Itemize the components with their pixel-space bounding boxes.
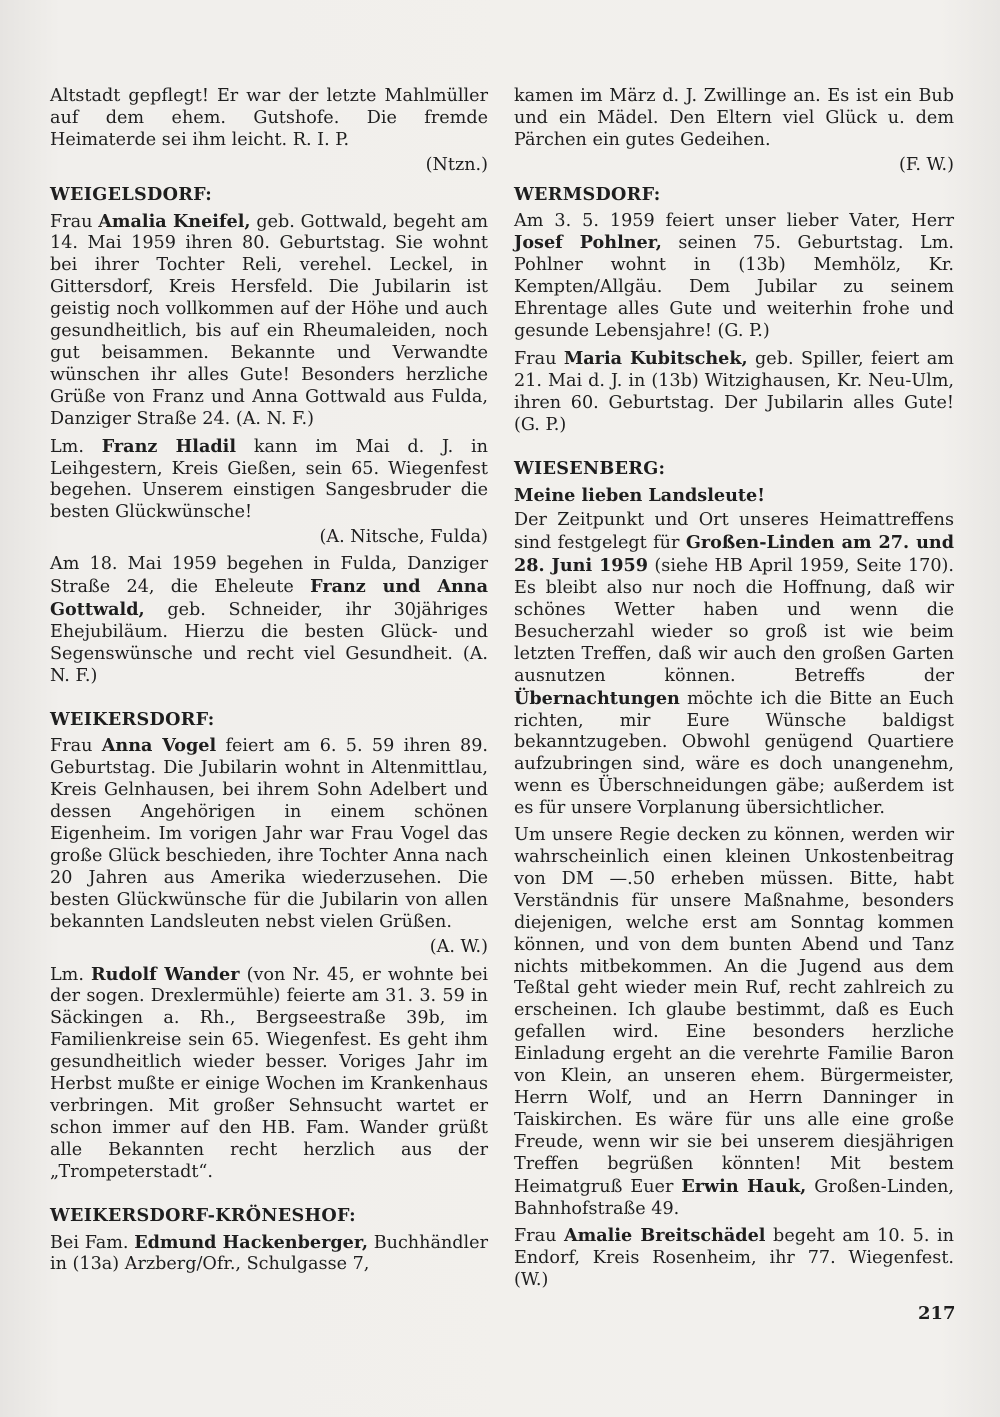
paragraph: Bei Fam. Edmund Hackenberger, Buchhändler in (13a) Arzberg/Ofr., Schulgasse 7, xyxy=(50,1231,489,1275)
paragraph: Der Zeitpunkt und Ort unseres Heimattreffens sind festgelegt für Großen-Linden am 27. und 28. Juni 1959 (siehe HB April 1959, Seite 170). Es bleibt also nur noch die Hoffnung, daß wir schönes Wetter haben und wenn die Besucherzahl wieder so groß ist wie beim letzten Treffen, daß wir auch den großen Garten ausnutzen können. Betreffs der Übernachtungen möchte ich die Bitte an Euch richten, mir Eure Wünsche baldigst bekanntzugeben. Obwohl genügend Quartiere aufzubringen sind, wäre es doch unangenehm, wenn es Überschneidungen gäbe; außerdem ist es für unsere Vorplanung übersichtlicher. xyxy=(514,510,954,819)
paragraph: Frau Amalia Kneifel, geb. Gottwald, begeht am 14. Mai 1959 ihren 80. Geburtstag. Sie wohnt bei ihrer Tochter Reli, verehel. Leckel, in Gittersdorf, Kreis Hersfeld. Die Jubilarin ist geistig noch vollkommen auf der Höhe und auch gesundheitlich, bis auf ein Rheumaleiden, noch gut beisammen. Bekannte und Verwandte wünschen ihr alles Gute! Besonders herzliche Grüße von Franz und Anna Gottwald aus Fulda, Danziger Straße 24. (A. N. F.) xyxy=(50,210,489,429)
signature: (F. W.) xyxy=(899,154,954,175)
paragraph: Am 18. Mai 1959 begehen in Fulda, Danziger Straße 24, die Eheleute Franz und Anna Gottwald, geb. Schneider, ihr 30jähriges Ehejubiläum. Hierzu die besten Glück- und Segenswünsche und recht viel Gesundheit. (A. N. F.) xyxy=(50,554,488,686)
paragraph: Altstadt gepflegt! Er war der letzte Mahlmüller auf dem ehem. Gutshofe. Die fremde Heimaterde sei ihm leicht. R. I. P. xyxy=(50,86,488,150)
signature: (A. W.) xyxy=(429,936,488,957)
paragraph: Um unsere Regie decken zu können, werden wir wahrscheinlich einen kleinen Unkostenbeitrag von DM —.50 erheben müssen. Bitte, habt Verständnis für unsere Maßnahme, besonders diejenigen, welche erst am Sonntag kommen können, und von dem bunten Abend und Tanz nichts mitbekommen. An die Jugend aus dem Teßtal geht wieder mein Ruf, recht zahlreich zu erscheinen. Ich glaube bestimmt, daß es Euch gefallen wird. Eine besonders herzliche Einladung ergeht an die verehrte Familie Baron von Klein, an unseren ehem. Bürgermeister, Herrn Wolf, und an Herrn Danninger in Taiskirchen. Es wäre für uns alle eine große Freude, wenn wir sie bei unserem diesjährigen Treffen begrüßen könnten! Mit bestem Heimatgruß Euer Erwin Hauk, Großen-Linden, Bahnhofstraße 49. xyxy=(514,825,954,1219)
paragraph: Frau Amalie Breitschädel begeht am 10. 5. in Endorf, Kreis Rosenheim, ihr 77. Wiegenfest. (W.) xyxy=(514,1225,954,1291)
section-heading-weikersdorf-kroeneshof: WEIKERSDORF-KRÖNESHOF: xyxy=(50,1204,356,1226)
section-heading-weigelsdorf: WEIGELSDORF: xyxy=(50,183,213,205)
paragraph: Am 3. 5. 1959 feiert unser lieber Vater, Herr Josef Pohlner, seinen 75. Geburtstag. Lm. Pohlner wohnt in (13b) Memhölz, Kr. Kempten/Allgäu. Dem Jubilar zu seinem Ehrentage alles Gute und weiterhin frohe und gesunde Lebensjahre! (G. P.) xyxy=(514,210,955,342)
section-heading-wiesenberg: WIESENBERG: xyxy=(514,457,666,479)
signature: (Ntzn.) xyxy=(425,154,488,175)
paragraph: Frau Maria Kubitschek, geb. Spiller, feiert am 21. Mai d. J. in (13b) Witzighausen, Kr. Neu-Ulm, ihren 60. Geburtstag. Der Jubilarin alles Gute! (G. P.) xyxy=(514,347,954,435)
paragraph: Lm. Franz Hladil kann im Mai d. J. in Leihgestern, Kreis Gießen, sein 65. Wiegenfest begehen. Unserem einstigen Sangesbruder die besten Glückwünsche! xyxy=(50,435,488,523)
section-heading-weikersdorf: WEIKERSDORF: xyxy=(50,708,215,730)
signature: (A. Nitsche, Fulda) xyxy=(319,527,488,548)
section-heading-wermsdorf: WERMSDORF: xyxy=(514,183,661,205)
paragraph: Lm. Rudolf Wander (von Nr. 45, er wohnte bei der sogen. Drexlermühle) feierte am 31. 3. 59 in Säckingen a. Rh., Bergseestraße 39b, im Familienkreise sein 65. Wiegenfest. Es geht ihm gesundheitlich wieder besser. Voriges Jahr im Herbst mußte er einige Wochen im Krankenhaus verbringen. Mit großer Sehnsucht wartet er schon immer auf den HB. Fam. Wander grüßt alle Bekannten recht herzlich aus der „Trompeterstadt“. xyxy=(50,963,488,1182)
paragraph: kamen im März d. J. Zwillinge an. Es ist ein Bub und ein Mädel. Den Eltern viel Glück u. dem Pärchen ein gutes Gedeihen. xyxy=(514,86,954,150)
subheading: Meine lieben Landsleute! xyxy=(514,484,765,506)
page-number: 217 xyxy=(918,1303,956,1324)
paragraph: Frau Anna Vogel feiert am 6. 5. 59 ihren 89. Geburtstag. Die Jubilarin wohnt in Altenmittlau, Kreis Gelnhausen, bei ihrem Sohn Adelbert und dessen Angehörigen in einem schönen Eigenheim. Im vorigen Jahr war Frau Vogel das große Glück beschieden, ihre Tochter Anna nach 20 Jahren aus Amerika wiederzusehen. Die besten Glückwünsche für die Jubilarin von allen bekannten Landsleuten nebst vielen Grüßen. xyxy=(50,735,488,932)
left-column xyxy=(50,86,488,1281)
right-column xyxy=(514,86,954,1297)
